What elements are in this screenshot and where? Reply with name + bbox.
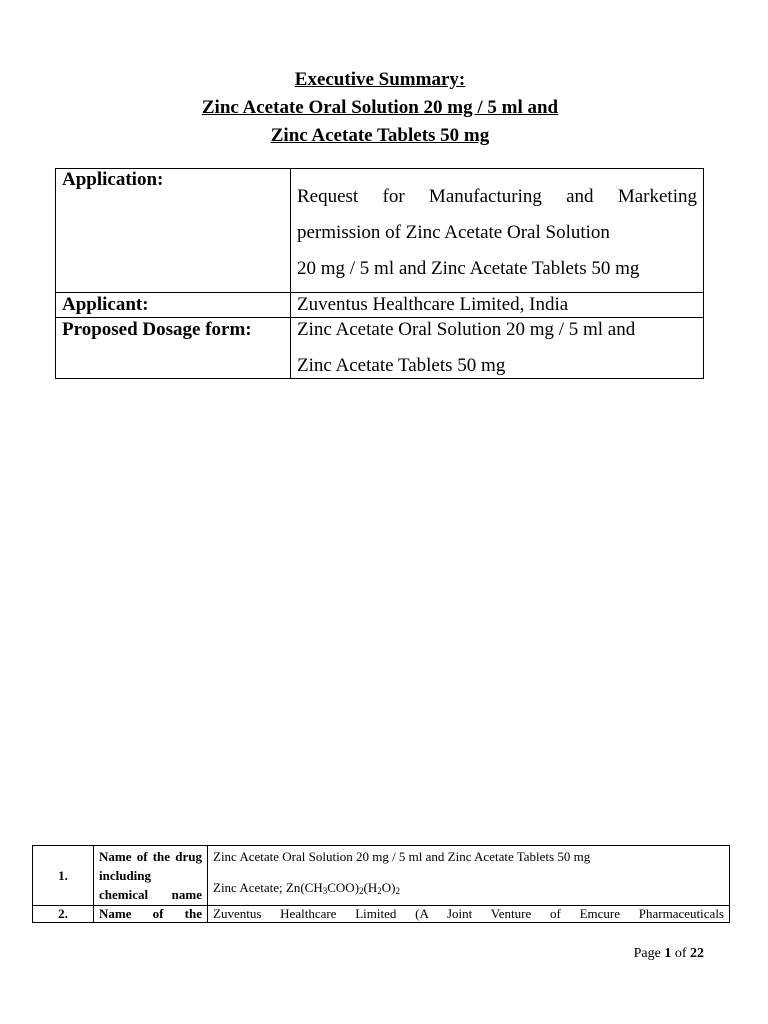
application-label: Application: [56,169,291,293]
formula-part: (H [363,880,378,895]
applicant-value: Zuventus Healthcare Limited, India [291,293,704,318]
details-table [32,845,730,923]
dosage-line: Zinc Acetate Oral Solution 20 mg / 5 ml and [297,319,636,340]
product-title-line1: Zinc Acetate Oral Solution 20 mg / 5 ml and [201,97,559,118]
formula-subscript: 3 [322,886,328,896]
chemical-formula-text [213,878,724,901]
total-pages: 22 [690,946,704,961]
application-value [291,169,704,293]
row-label: Name of the drug including chemical name [94,846,208,906]
applicant-row [56,293,704,318]
dosage-line: Zinc Acetate Tablets 50 mg [297,355,506,376]
table-row [33,906,730,923]
dosage-label: Proposed Dosage form: [56,318,291,379]
applicant-label: Applicant: [56,293,291,318]
row-number: 2. [33,906,94,923]
formula-part: O) [381,880,396,895]
row-value [208,846,730,906]
page-number [634,946,704,962]
formula-subscript: 2 [395,886,400,896]
product-title-line2: Zinc Acetate Tablets 50 mg [270,125,490,146]
row-value: Zuventus Healthcare Limited (A Joint Venture of Emcure Pharmaceuticals [208,906,730,923]
application-row [56,169,704,293]
application-line: permission of Zinc Acetate Oral Solution [297,222,610,243]
drug-name-text: Zinc Acetate Oral Solution 20 mg / 5 ml and Zinc Acetate Tablets 50 mg [213,849,591,864]
application-line: Request for Manufacturing and Marketing [297,186,697,207]
current-page: 1 [664,946,672,961]
row-number: 1. [33,846,94,906]
summary-table [55,168,704,379]
formula-subscript: 2 [359,886,364,896]
application-line: 20 mg / 5 ml and Zinc Acetate Tablets 50 mg [297,258,640,279]
page-word: Page [633,946,661,961]
dosage-row [56,318,704,379]
table-row [33,846,730,906]
summary-heading: Executive Summary: [294,69,466,90]
of-word: of [674,946,687,961]
dosage-value [291,318,704,379]
formula-subscript: 2 [377,886,382,896]
row-label: Name of the [94,906,208,923]
formula-part: Zinc Acetate; Zn(CH [213,880,323,895]
formula-part: COO) [327,880,360,895]
